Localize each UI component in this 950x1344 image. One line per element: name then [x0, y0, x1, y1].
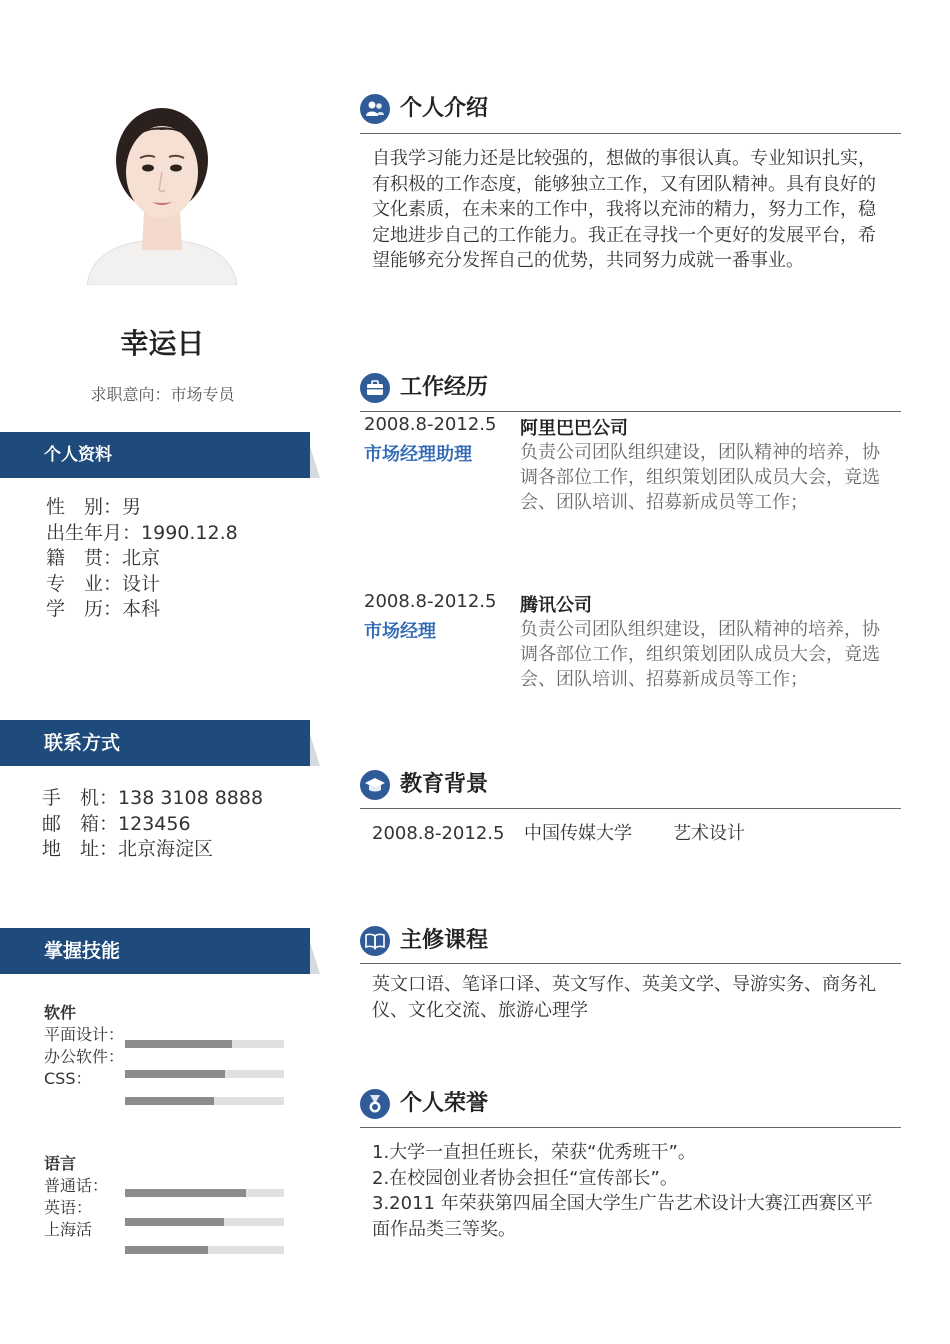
- intro-paragraph: 自我学习能力还是比较强的，想做的事很认真。专业知识扎实， 有积极的工作态度，能够独立工作，又有团队精神。具有良好的 文化素质，在未来的工作中，我将以充沛的精力，努力工作，稳 定地进步自己的工作能力。我正在寻找一个更好的发展平台，希 望能够充分发挥自己的优势，共同努力成就一番事业。: [372, 148, 876, 271]
- contact-row-email: 邮 箱：123456: [42, 812, 191, 835]
- education-row: [372, 819, 745, 845]
- skill-label: 英语：: [44, 1198, 93, 1217]
- candidate-name: 幸运日: [120, 327, 205, 360]
- info-row-birth: 出生年月：1990.12.8: [46, 521, 238, 544]
- education-major: 艺术设计: [673, 823, 745, 844]
- contact-row-address: 地 址：北京海淀区: [42, 838, 214, 860]
- section-divider: [360, 963, 901, 964]
- info-row-gender: 性 别：男: [46, 496, 142, 518]
- job-description: 负责公司团队组织建设，团队精神的培养，协 调各部位工作，组织策划团队成员大会，竟选 会、团队培训、招募新成员等工作；: [520, 442, 880, 513]
- profile-photo: [82, 100, 242, 285]
- education-school: 中国传媒大学: [524, 823, 632, 844]
- info-row-major: 专 业：设计: [46, 572, 161, 595]
- section-divider: [360, 1127, 901, 1128]
- bar-fold-decoration: [310, 942, 320, 974]
- info-row-degree: 学 历：本科: [46, 598, 161, 620]
- graduation-cap-icon: [360, 770, 390, 800]
- skill-label: CSS：: [44, 1069, 92, 1088]
- skill-bar-fill: [125, 1040, 232, 1048]
- job-role: 市场经理助理: [364, 444, 472, 465]
- book-icon: [360, 926, 390, 956]
- section-title-courses: 主修课程: [400, 928, 489, 953]
- people-icon: [360, 94, 390, 124]
- section-divider: [360, 808, 901, 809]
- section-bar-contact: [0, 720, 310, 766]
- skill-group-language: 语言: [44, 1154, 77, 1173]
- bar-fold-decoration: [310, 446, 320, 478]
- job-date: 2008.8-2012.5: [364, 414, 497, 435]
- honors-paragraph: 1.大学一直担任班长，荣获“优秀班干”。 2.在校园创业者协会担任“宣传部长”。 3.2011 年荣获第四届全国大学生广告艺术设计大赛江西赛区平 面作品类三等奖。: [372, 1142, 873, 1240]
- section-title-education: 教育背景: [400, 772, 489, 797]
- section-title-skills: 掌握技能: [44, 940, 121, 962]
- job-intention: [60, 382, 265, 405]
- info-row-hometown: 籍 贯：北京: [46, 547, 161, 569]
- skill-label: 办公软件：: [44, 1047, 125, 1066]
- section-bar-skills: [0, 928, 310, 974]
- skill-bar: [125, 1189, 284, 1197]
- skill-bar-fill: [125, 1189, 246, 1197]
- contact-row-phone: 手 机：138 3108 8888: [42, 787, 264, 809]
- section-title-honors: 个人荣誉: [400, 1091, 489, 1116]
- education-date: 2008.8-2012.5: [372, 823, 505, 844]
- skill-group-software: 软件: [44, 1003, 77, 1022]
- courses-paragraph: 英文口语、笔译口译、英文写作、英美文学、导游实务、商务礼 仪、文化交流、旅游心理学: [372, 974, 876, 1021]
- section-bar-personal-info: [0, 432, 310, 478]
- personal-info-list: [46, 495, 238, 623]
- skill-bar-fill: [125, 1070, 225, 1078]
- contact-list: [42, 786, 263, 863]
- skill-label: 普通话：: [44, 1176, 109, 1195]
- skill-bar: [125, 1040, 284, 1048]
- briefcase-icon: [360, 373, 390, 403]
- section-title-intro: 个人介绍: [400, 96, 489, 121]
- job-role: 市场经理: [364, 621, 436, 642]
- skill-label: 上海活: [44, 1220, 93, 1239]
- section-title-personal-info: 个人资料: [44, 445, 112, 465]
- skill-bar: [125, 1246, 284, 1254]
- job-description: 负责公司团队组织建设，团队精神的培养，协 调各部位工作，组织策划团队成员大会，竟选 会、团队培训、招募新成员等工作；: [520, 619, 880, 690]
- skill-bar: [125, 1070, 284, 1078]
- section-divider: [360, 411, 901, 412]
- skill-bar-fill: [125, 1218, 224, 1226]
- job-company: 阿里巴巴公司: [520, 418, 628, 439]
- job-date: 2008.8-2012.5: [364, 591, 497, 612]
- job-company: 腾讯公司: [520, 595, 592, 616]
- skill-bar: [125, 1218, 284, 1226]
- skill-label: 平面设计：: [44, 1025, 125, 1044]
- portrait-image: [82, 100, 242, 285]
- medal-icon: [360, 1089, 390, 1119]
- skill-bar-fill: [125, 1097, 214, 1105]
- job-intention-value: 市场专员: [170, 385, 235, 404]
- skill-bar-fill: [125, 1246, 208, 1254]
- skill-bar: [125, 1097, 284, 1105]
- section-title-work: 工作经历: [400, 375, 489, 400]
- job-intention-label: 求职意向：: [90, 385, 171, 404]
- section-title-contact: 联系方式: [44, 732, 121, 754]
- bar-fold-decoration: [310, 734, 320, 766]
- section-divider: [360, 133, 901, 134]
